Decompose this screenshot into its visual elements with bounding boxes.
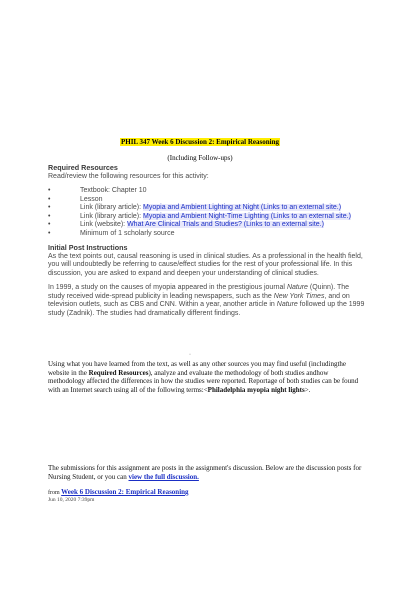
assignment-instructions: [48, 360, 366, 394]
initial-post-paragraph-1: As the text points out, causal reasoning is used in clinical studies. As a professional in the health field, you will undoubtedly be referring to cause/effect studies for the rest of your professional life. In this discussion, you are asked to expand and deepen your understanding of clinical studies.: [48, 252, 363, 277]
list-item: [48, 221, 366, 230]
discussion-link[interactable]: Week 6 Discussion 2: Empirical Reasoning: [61, 488, 189, 496]
required-resources-intro: Read/review the following resources for this activity:: [48, 172, 209, 180]
resource-label: Lesson: [80, 195, 103, 203]
embedded-screenshot: [48, 164, 366, 324]
journal-name: Nature: [286, 284, 308, 291]
post-date: Jun 10, 2020 7:39pm: [48, 497, 95, 503]
newspaper-name: New York Times: [273, 292, 325, 300]
post-source: [48, 489, 366, 504]
resource-label: Link (library article):: [80, 212, 144, 220]
text-run: Using what you have learned from the text, as well as any other sources you may find useful (includingthe website in the: [48, 360, 347, 377]
resource-list: [48, 187, 366, 238]
text-run: followed up the 1999 study (Zadnik). The studies had dramatically different findings.: [48, 301, 365, 317]
view-full-discussion-link[interactable]: view the full discussion.: [128, 472, 199, 481]
journal-name: Nature: [276, 301, 298, 308]
text-run: In 1999, a study on the causes of myopia appeared in the prestigious journal: [48, 284, 287, 291]
resource-link-myopia-lighting[interactable]: Myopia and Ambient Lighting at Night (Links to an external site.): [143, 204, 342, 211]
document-title-text: PHIL 347 Week 6 Discussion 2: Empirical Reasoning: [121, 138, 279, 146]
required-resources-heading: Required Resources: [48, 163, 118, 172]
text-run: The submissions for this assignment are posts in the assignment's discussion. Below are the discussion posts for Nursing Student, or you can: [48, 464, 362, 481]
text-run: ), analyze and evaluate the methodology of both studies andhow methodology affected the differences in how the studies were reported. Reportage of both studies can be found with an Internet search using all of the following terms:<: [48, 368, 359, 394]
text-run: >.: [304, 385, 311, 394]
bullet-icon: •: [48, 229, 51, 237]
bullet-icon: •: [48, 221, 51, 228]
resource-label: Minimum of 1 scholarly source: [80, 229, 175, 237]
list-item: [48, 213, 366, 222]
bold-text: Required Resources: [88, 368, 149, 377]
resource-label: Link (library article):: [80, 204, 144, 211]
initial-post-heading: Initial Post Instructions: [48, 243, 128, 252]
bullet-icon: •: [48, 212, 51, 220]
list-item: [48, 204, 366, 213]
resource-label: Textbook: Chapter 10: [80, 187, 147, 194]
from-prefix: from: [48, 490, 62, 496]
bullet-icon: •: [48, 195, 51, 203]
separator-dot: ·: [189, 352, 191, 358]
initial-post-paragraph-2: [48, 284, 366, 318]
text-run: , and on television outlets, such as CBS and CNN. Within a year, another article in: [48, 292, 350, 308]
submissions-note: [48, 464, 366, 481]
resource-link-clinical-trials[interactable]: What Are Clinical Trials and Studies? (Links to an external site.): [127, 221, 324, 228]
list-item: [48, 187, 366, 196]
bullet-icon: •: [48, 204, 51, 211]
document-subtitle: (Including Follow-ups): [167, 154, 233, 162]
list-item: [48, 230, 366, 239]
bullet-icon: •: [48, 187, 51, 194]
search-terms: Philadelphia myopia night lights: [207, 385, 305, 394]
document-title: [0, 138, 400, 146]
text-run: (Quinn). The study received wide-spread publicity in leading newspapers, such as the: [48, 284, 350, 300]
list-item: [48, 196, 366, 205]
resource-link-myopia-night-lighting[interactable]: Myopia and Ambient Night-Time Lighting (Links to an external site.): [143, 212, 351, 220]
resource-label: Link (website):: [80, 221, 128, 228]
